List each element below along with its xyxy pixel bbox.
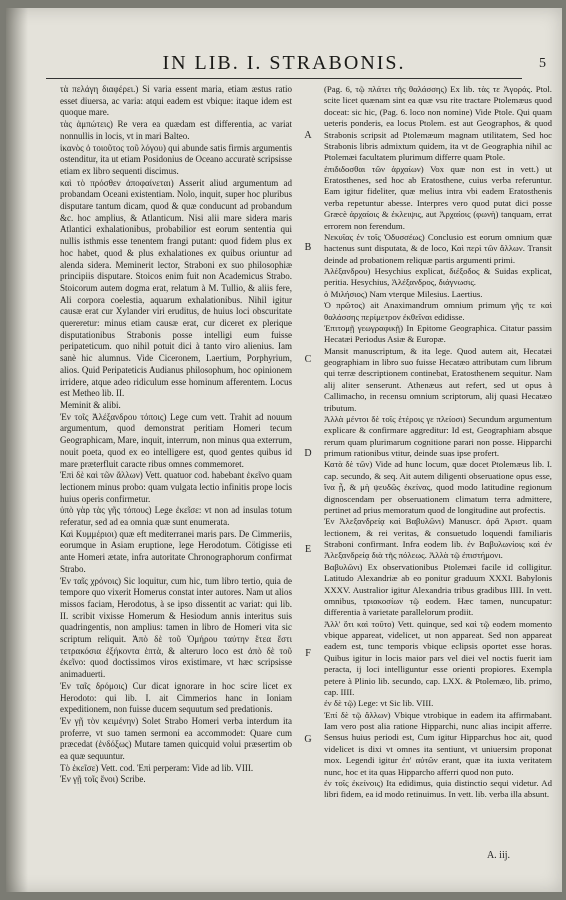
commentary-paragraph: Ἐν τοῖς Ἀλέξανδρου τόποις) Lege cum vett. Trahit ad nouum argumentum, quod demonstrat peritiam Homeri tecum Geographicam, Mare, inquit, interrum, non minus qua exterrum, nouit poeta, quod ex eo intelligere est, quod gentes quibus id mare præterfluit caracte ribus omnes commemoret.	[60, 411, 292, 469]
commentary-paragraph: Ἐπιτομῇ γεωγραφικῇ) In Epitome Geographica. Citatur passim Hecatæi Periodus Asiæ & Europæ.	[324, 322, 552, 345]
commentary-paragraph: καὶ τὸ πρόσθεν ἀποφαίνεται) Asserit aliud argumentum ad probandam Oceani existentiam. Nolo, inquit, super hoc pluribus disputare tantum dicam, quod & quæ conducunt ad probandum &c. hoc amplius, & Atlanticum. Nisi alii mare sidera maris Atlantici exhalationibus, probabilior est eorum sententia qui nullis isthmis esse tenentem frangi putant: quod fidem plus ex hoc habet, quod & plus exhalationes ex quibus oriuntur ad alenda sidera. Meminerit lector, Straboni ex suo philosophiæ principiis disputare. Stoicos enim fuit non Academicus Strabo. Stoicorum autem dogma erat, relatum à M. Tullio, & aliis fere, Ali corpora coelestia, aquarum exhalationibus. Nihil igitur causæ erat cur Xylander viri eruditus, de huius loci obscuritate quereretur: minus etiam causæ erat, cur diceret ex plerique disputationibus Strabonis posse intelligi eum fuisse peripateticum. quo nihil potuit dici à tanto viro alienius. Iam sanè hic alumnus. Vide Ciceronem, Laertium, Porphyrium, alios. Quid Peripateticis Audianus philosophum, hoc opinionem irridere, atque adeo ridiculum esse hominum afferentem. Locus est Metheo lib. II.	[60, 177, 292, 399]
left-column	[60, 84, 292, 786]
commentary-paragraph: Ἐπὶ δὲ καὶ τῶν ἄλλων) Vett. quatuor cod. habebant ἐκεῖνο quam lectionem minus probo: quam vulgata lectio infinitis prope locis huius operis confirmetur.	[60, 470, 292, 504]
margin-letter: G	[304, 734, 312, 745]
commentary-paragraph: Τὸ ἐκεῖσε) Vett. cod. Ἐπὶ perperam: Vide ad lib. VIII.	[60, 762, 254, 773]
commentary-paragraph: Ἐν γῇ τοῖς ἕνοι) Scribe.	[60, 774, 146, 785]
commentary-paragraph: ὑπὸ γὰρ τὰς γῆς τόπους) Lege ἐκεῖσε: vt non ad insulas totum referatur, sed ad ea omnia quæ sunt enumerata.	[60, 505, 292, 528]
commentary-paragraph: Νεκυῖας ἐν τοῖς Ὁδυσσέως) Conclusio est eorum omnium quæ hactenus sunt disputata, & de loco, Καὶ περὶ τῶν ἄλλων. Transit deinde ad probationem reliquæ partis argumenti primi.	[324, 231, 552, 265]
commentary-paragraph: τὰς ἀμπώτεις) Re vera ea quædam est differentia, ac variat nonnullis in locis, vt in mari Balteo.	[60, 119, 292, 141]
commentary-paragraph: Βαβυλῶνι) Ex observationibus Ptolemæi facile id colligitur. Latitudo Alexandriæ ab eo ponitur graduum XXXI. Babylonis XXXV. Australior igitur Alexandria tribus gradibus IIII. In vett. omnibus, τριακοσίων τῷ eodem. Hæc tamen, nuncupatur: differentia à varietate parallelorum prodiit.	[324, 561, 552, 618]
margin-letter: D	[304, 448, 312, 459]
commentary-paragraph: ἱκανὸς ὁ τοιοῦτος τοῦ λόγου) qui abunde satis firmis argumentis ostenditur, ita ut etiam Posidonius de Oceano accuratè scripsisse etiam ex libro sequenti discimus.	[60, 142, 292, 176]
commentary-paragraph: (Pag. 6, τῷ πλάτει τῆς θαλάσσης) Ex lib. τὰς τε Ἀγοράς. Ptol. scite licet quænam sint ea quæ vsu rite tractare Ptolemæus quod doceat: sic hic, (Pag. 6. loco non nomine) Vide Ptole. Qui quam ueteris ponderis, ea locus Ptolem. est aut Geographos, & quod Strabonis scripsit ad Ptolemæum magnam utilitatem, Sed hoc Strabonis libris admixtum quidem, ita vt de Geographia nihil ac Ptolemæi facultatem plurimum differre quam Ptole.	[324, 84, 552, 163]
commentary-paragraph: Ἐν γῇ τὸν κειμένην) Solet Strabo Homeri verba interdum ita proferre, vt suo tamen sermoni ea accommodet: Quare cum præcedat (ἐνδόξως) Mutare tamen quicquid volui præsertim ob ea quæ sequuntur.	[60, 715, 292, 762]
page-number: 5	[539, 56, 546, 71]
commentary-paragraph: τὰ πελάγη διαφέρει.) Si varia essent maria, etiam æstus ratio esset diuersa, ac varia: atqui eadem est vbique: itaque idem est quoque mare.	[60, 84, 292, 118]
commentary-paragraph: Καὶ Κυμμέριοι) quæ eft mediterranei maris pars. De Cimmeriis, eorumque in Asiam eruptione, lege Herodotum. Cötigisse eti ante Homeri ætate, infra autoritate Chronographorum confirmat Strabo.	[60, 528, 292, 574]
commentary-paragraph: ἐν δὲ τῷ) Lege: vt Sic lib. VIII.	[324, 698, 434, 709]
margin-letter: E	[304, 544, 312, 555]
commentary-paragraph: Κατὰ δὲ τῶν) Vide ad hunc locum, quæ docet Ptolemæus lib. I. cap. secundo, & seq. Ait autem diligenti obseruatione opus esse, ἵνα ᾖ, & μὴ ψευδῶς ἐκείνας, quod modo latitudine regionum dignoscendam per obseruationem climatum terra admittere, pertinet ad prius memoratum quod de longitudine aut profectis.	[324, 459, 552, 515]
commentary-paragraph: Ἀλλ' ὅτι καὶ τοῦτο) Vett. quinque, sed καὶ τῷ eodem momento vbique appareat, videlicet, ut non appareat. Sed non appareat eadem est, tunc temporis vbique eclipsis oportet esse horas. Quibus igitur in locis maior pars vel diei vel noctis fuerit iam peracta, ij loci intelliguntur esse orienti propiores. Exempla petere à Plinio lib. secundo, cap. LXX. & Ptolemæo, lib. primo, cap. IIII.	[324, 618, 552, 697]
book-page	[6, 8, 562, 892]
commentary-paragraph: Ἀλλὰ μέντοι δὲ τοῖς ἑτέροις γε πλείοσι) Secundum argumentum explicare & confirmare aggreditur: Id est, Geographiam absque rerum quam plurimarum cognitione parari non posse. Hipparchi primum rationibus vtitur, deinde suas ipse profert.	[324, 413, 552, 458]
commentary-paragraph: Ἀλέξανδρου) Hesychius explicat, διέξοδος & Suidas explicat, peritia. Hesychius, Ἀλέξανδρος, διάγνωσις.	[324, 266, 552, 288]
commentary-paragraph: ἐν τοῖς ἐκείνοις) Ita edidimus, quia distinctio sequi videtur. Ad libri fidem, ea id modo retinuimus. In vett. lib. verba illa absunt.	[324, 777, 552, 800]
commentary-paragraph: Mansit manuscriptum, & ita lege. Quod autem ait, Hecatæi geographiam in libro suo fuisse Hecatæo attributam cum librum qui terræ descriptionem continebat, Eratosthenem sequitur. Nam alij aliter senserunt. Athenæus aut refert, sed ut opus à Callimacho, in recensu omnium scriptorum, alij quasi Hecatæo tributum.	[324, 345, 552, 413]
running-header: IN LIB. I. STRABONIS.	[162, 52, 406, 74]
commentary-paragraph: Ἐν ταῖς δρόμοις) Cur dicat ignorare in hoc scire licet ex Herodoto: qui lib. I. ait Cimmerios hanc in Ioniam expeditionem, non fuisse ducem sequutum sed predationis.	[60, 680, 292, 715]
commentary-paragraph: Ἐν ταῖς χρόνοις) Sic loquitur, cum hic, tum libro tertio, quia de tempore quo vixerit Homerus constat inter autores. Nam ut alios missos faciam, Herodotus, à se ipso dissentit ac variat: qui lib. II. scribit vixisse Homerum & Hesiodum annis interitus suis quadringentis, non amplius: tamen in libro de Homeri vita sic scriptum reliquit. Ἀπὸ δὲ τοῦ Ὁμήρου ταύτην ἔτεα ἔστι τετρακόσια ἐξήκοντα ἑπτὰ, & alteruro loco est ἀπὸ δὲ τοῦ ἐκεῖνο: quod doctissimos viros existimare, vt hæc scripsisse animaduerti.	[60, 575, 292, 680]
commentary-paragraph: Meminit & alibi.	[60, 399, 121, 410]
commentary-paragraph: Ἐν Ἀλεξανδρείᾳ καὶ Βαβυλῶνι) Manuscr. ἀρᾶ Ἀριστ. quam lectionem, & rei veritas, & consuetudo loquendi familiaris Straboni confirmant. Infra eodem lib. ἐν Βαβυλωνίοις καὶ ἐν Ἀλεξανδρείᾳ διὰ τῆς πόλεως. Ἀλλὰ τῷ ἐπιστήμονι.	[324, 516, 552, 561]
commentary-paragraph: ἐπιδιδοσθαι τῶν ἀρχαίων) Vox quæ non est in vett.) ut Eratosthenes, sed hoc ab Eratosthene, cuius verba referuntur. Eam igitur fideliter, quæ melius intra vbi eadem Eratosthenis verba repetuntur abesse. Interpres vero quod putat dici posse Græcè ἀρχαίοις & ἐκλειψις, aut Ἀρχαίοις (φωνὴ) tanquam, errat errorem non ferendum.	[324, 163, 552, 231]
commentary-paragraph: ὁ Μιλήσιος) Nam vterque Milesius. Laertius.	[324, 288, 483, 299]
margin-letter: F	[305, 648, 311, 659]
commentary-paragraph: Ὁ πρῶτος) ait Anaximandrum omnium primum γῆς τε καὶ θαλάσσης περίμετρον ἐκθεῖναι edidisse.	[324, 300, 552, 322]
margin-letter: C	[304, 354, 312, 365]
margin-letter: A	[304, 130, 312, 141]
header-rule	[46, 78, 522, 79]
margin-letter: B	[304, 242, 312, 253]
right-column	[324, 84, 552, 801]
signature-mark: A. iij.	[486, 850, 510, 861]
commentary-paragraph: Ἐπί δὲ τῷ ἄλλων) Vbique vtrobique in eadem ita affirmabant. Iam vero post alia ratione Hipparchi, nunc alias incipit afferre. Sensus huius periodi est, Cum igitur Hipparchus hoc ait, quod videlicet is dixi vt omnes ita sentiunt, vt uniuersim proponat mox. Legendi igitur ἐπ' αὐτῶν erant, quæ ita iuxta veritatem nunc, hoc et ita quas Hipparcho afferri quod non puto.	[324, 709, 552, 777]
